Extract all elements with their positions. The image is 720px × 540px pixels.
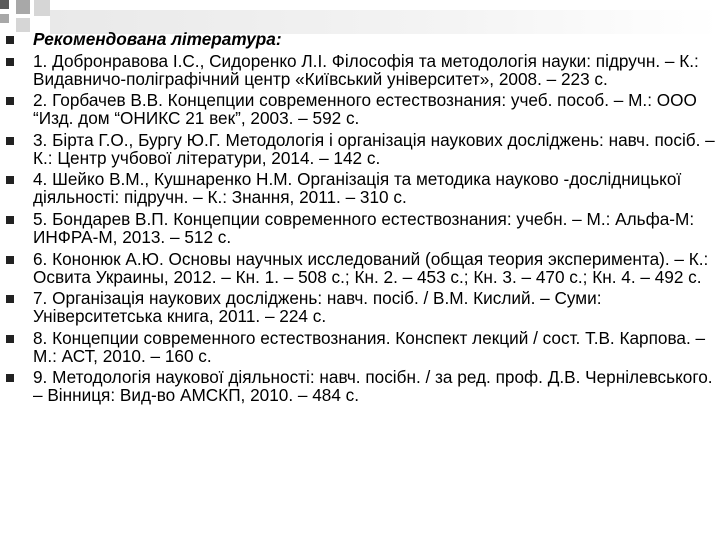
list-item (0, 91, 720, 127)
decor-square (34, 0, 50, 16)
list-item-heading (0, 30, 720, 48)
bullet-icon (6, 36, 14, 44)
list-heading: Рекомендована література: (33, 29, 282, 49)
bullet-icon (6, 256, 14, 264)
reference-text: 7. Організація наукових досліджень: навч. посіб. / В.М. Кислий. – Суми: Університетська книга, 2011. – 224 с. (33, 288, 602, 327)
reference-text: 6. Кононюк А.Ю. Основы научных исследований (общая теория эксперимента). – К.: Освита Украины, 2012. – Кн. 1. – 508 с.; Кн. 2. – 453 с.; Кн. 3. – 470 с.; Кн. 4. – 492 с. (33, 248, 709, 287)
list-item (0, 250, 720, 286)
decor-square (0, 14, 9, 23)
list-item (0, 52, 720, 88)
reference-text: 3. Бірта Г.О., Бургу Ю.Г. Методологія і організація наукових досліджень: навч. посіб. – К.: Центр учбової літератури, 2014. – 142 с. (33, 129, 715, 168)
bullet-icon (6, 176, 14, 184)
literature-list (0, 30, 720, 408)
list-item (0, 368, 720, 404)
bullet-icon (6, 58, 14, 66)
list-item (0, 210, 720, 246)
list-item (0, 289, 720, 325)
reference-text: 8. Концепции современного естествознания. Конспект лекций / сост. Т.В. Карпова. – М.: АСТ, 2010. – 160 с. (33, 327, 706, 366)
reference-text: 2. Горбачев В.В. Концепции современного естествознания: учеб. пособ. – М.: ООО “Изд. дом “ОНИКС 21 век”, 2003. – 592 с. (33, 90, 697, 129)
reference-text: 1. Добронравова І.С., Сидоренко Л.І. Філософія та методологія науки: підручн. – К.: Видавничо-поліграфічний центр «Київський університет», 2008. – 223 с. (33, 50, 699, 89)
list-item (0, 329, 720, 365)
list-item (0, 170, 720, 206)
reference-text: 5. Бондарев В.П. Концепции современного естествознания: учебн. – М.: Альфа-М: ИНФРА-М, 2013. – 512 с. (33, 208, 695, 247)
bullet-icon (6, 216, 14, 224)
bullet-icon (6, 295, 14, 303)
reference-text: 4. Шейко В.М., Кушнаренко Н.М. Організація та методика науково -дослідницької діяльності: підручн. – К.: Знання, 2011. – 310 с. (33, 169, 682, 208)
decor-square (16, 0, 30, 14)
bullet-icon (6, 335, 14, 343)
bullet-icon (6, 97, 14, 105)
bullet-icon (6, 137, 14, 145)
bullet-icon (6, 374, 14, 382)
list-item (0, 131, 720, 167)
decor-square (0, 0, 9, 9)
reference-text: 9. Методологія наукової діяльності: навч. посібн. / за ред. проф. Д.В. Чернілевського. – Вінниця: Вид-во АМСКП, 2010. – 484 с. (33, 367, 713, 406)
